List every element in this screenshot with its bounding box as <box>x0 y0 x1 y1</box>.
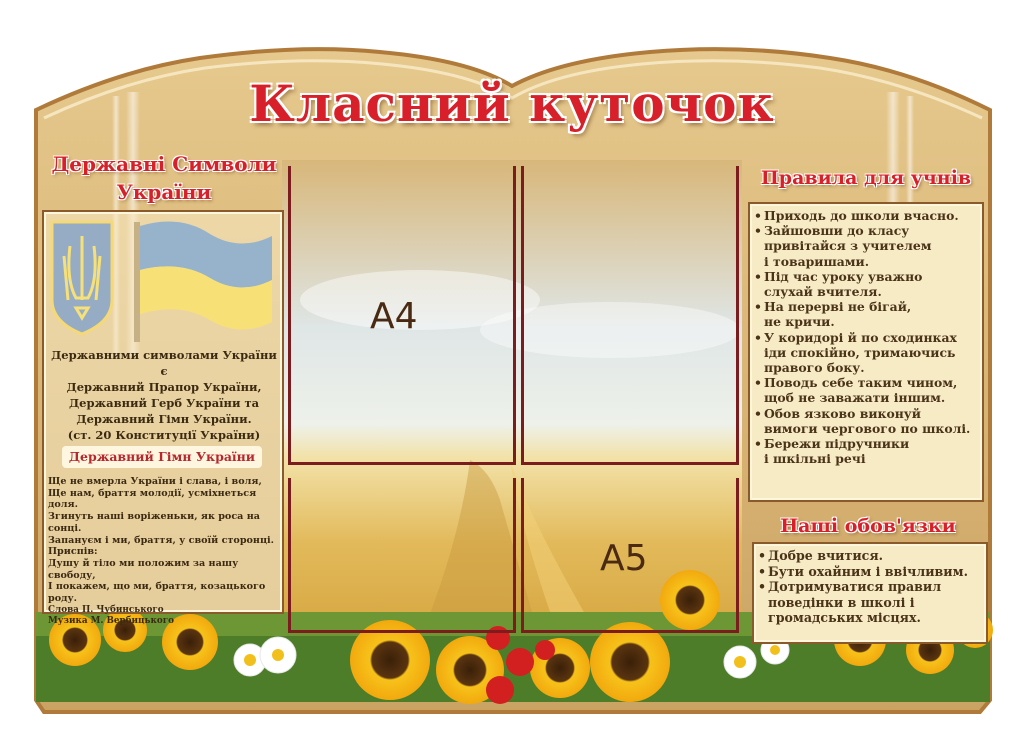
rule-line: іди спокійно, тримаючись <box>764 344 956 360</box>
rule-item <box>764 208 978 223</box>
duties-list <box>754 544 986 626</box>
symbols-line: Державний Прапор України, <box>66 380 262 394</box>
anthem-line: Згинуть наші воріженьки, як роса на сонці. <box>48 511 260 534</box>
rule-item <box>764 269 978 299</box>
anthem-line: Приспів: <box>48 546 98 558</box>
rule-line: і товаришами. <box>764 253 870 269</box>
duty-item <box>768 548 982 564</box>
anthem-line: Ще нам, браття молодії, усміхнеться доля. <box>48 487 257 511</box>
rule-line: вимоги чергового по школі. <box>764 420 971 436</box>
rule-line: слухай вчителя. <box>764 284 882 300</box>
pocket-a4-label: A4 <box>370 296 418 337</box>
rule-item <box>764 436 978 466</box>
rules-panel <box>748 202 984 502</box>
rule-line: • Поводь себе таким чином, <box>764 375 958 391</box>
duty-item <box>768 564 982 580</box>
rules-heading: Правила для учнів <box>760 167 972 189</box>
duties-heading: Наші обов'язки <box>780 515 956 537</box>
rule-line: • У коридорі й по сходинках <box>764 329 957 345</box>
anthem-line: І покажем, що ми, браття, козацького роду. <box>48 581 266 605</box>
duty-line: • Добре вчитися. <box>768 548 884 563</box>
duty-line: поведінки в школі і <box>768 594 915 610</box>
duty-line: • Бути охайним і ввічливим. <box>768 563 968 579</box>
rule-item <box>764 406 978 436</box>
symbols-line: (ст. 20 Конституції України) <box>67 428 261 442</box>
rule-item <box>764 375 978 405</box>
rules-list <box>750 204 982 466</box>
rule-item <box>764 299 978 329</box>
state-symbols-heading-line1: Державні Символи <box>51 152 277 176</box>
state-symbols-heading-line2: України <box>116 180 212 204</box>
rule-line: • Зайшовши до класу <box>764 223 910 239</box>
pocket-a5-left <box>288 478 516 633</box>
rule-item <box>764 223 978 269</box>
state-symbols-heading <box>46 150 282 206</box>
anthem-line: Запануєм і ми, браття, у своїй сторонці. <box>48 534 275 546</box>
anthem-title: Державний Гімн України <box>62 446 262 468</box>
rule-line: правого боку. <box>764 360 865 376</box>
duty-line: громадських місцях. <box>768 610 921 626</box>
rule-line: • Бережи підручники <box>764 436 910 452</box>
duty-line: • Дотримуватися правил <box>768 579 942 595</box>
rule-line: • Приходь до школи вчасно. <box>764 208 959 223</box>
symbols-line: Державними символами України є <box>51 348 277 378</box>
duty-item <box>768 579 982 626</box>
pocket-a4-right <box>521 166 739 465</box>
rule-line: і шкільні речі <box>764 451 866 467</box>
symbols-line: Державний Герб України та <box>68 396 260 410</box>
pocket-a5-label: A5 <box>600 538 648 579</box>
anthem-credit: Музика М. Вербицького <box>48 616 175 627</box>
rule-line: щоб не заважати іншим. <box>764 390 946 406</box>
rule-line: • Під час уроку уважно <box>764 268 923 284</box>
state-symbols-text <box>50 347 278 443</box>
rule-item <box>764 330 978 376</box>
anthem-line: Душу й тіло ми положим за нашу свободу, <box>48 557 239 581</box>
duties-panel <box>752 542 988 644</box>
symbols-line: Державний Гімн України. <box>76 412 252 426</box>
board-title: Класний куточок <box>249 74 775 133</box>
rule-line: • На перерві не бігай, <box>764 299 912 315</box>
rule-line: не кричи. <box>764 314 835 330</box>
anthem-credit: Слова П. Чубинського <box>48 604 164 615</box>
rule-line: привітайся з учителем <box>764 238 932 254</box>
rule-line: • Обов язково виконуй <box>764 405 921 421</box>
anthem-text <box>48 476 283 628</box>
anthem-line: Ще не вмерла України і слава, і воля, <box>48 476 262 487</box>
